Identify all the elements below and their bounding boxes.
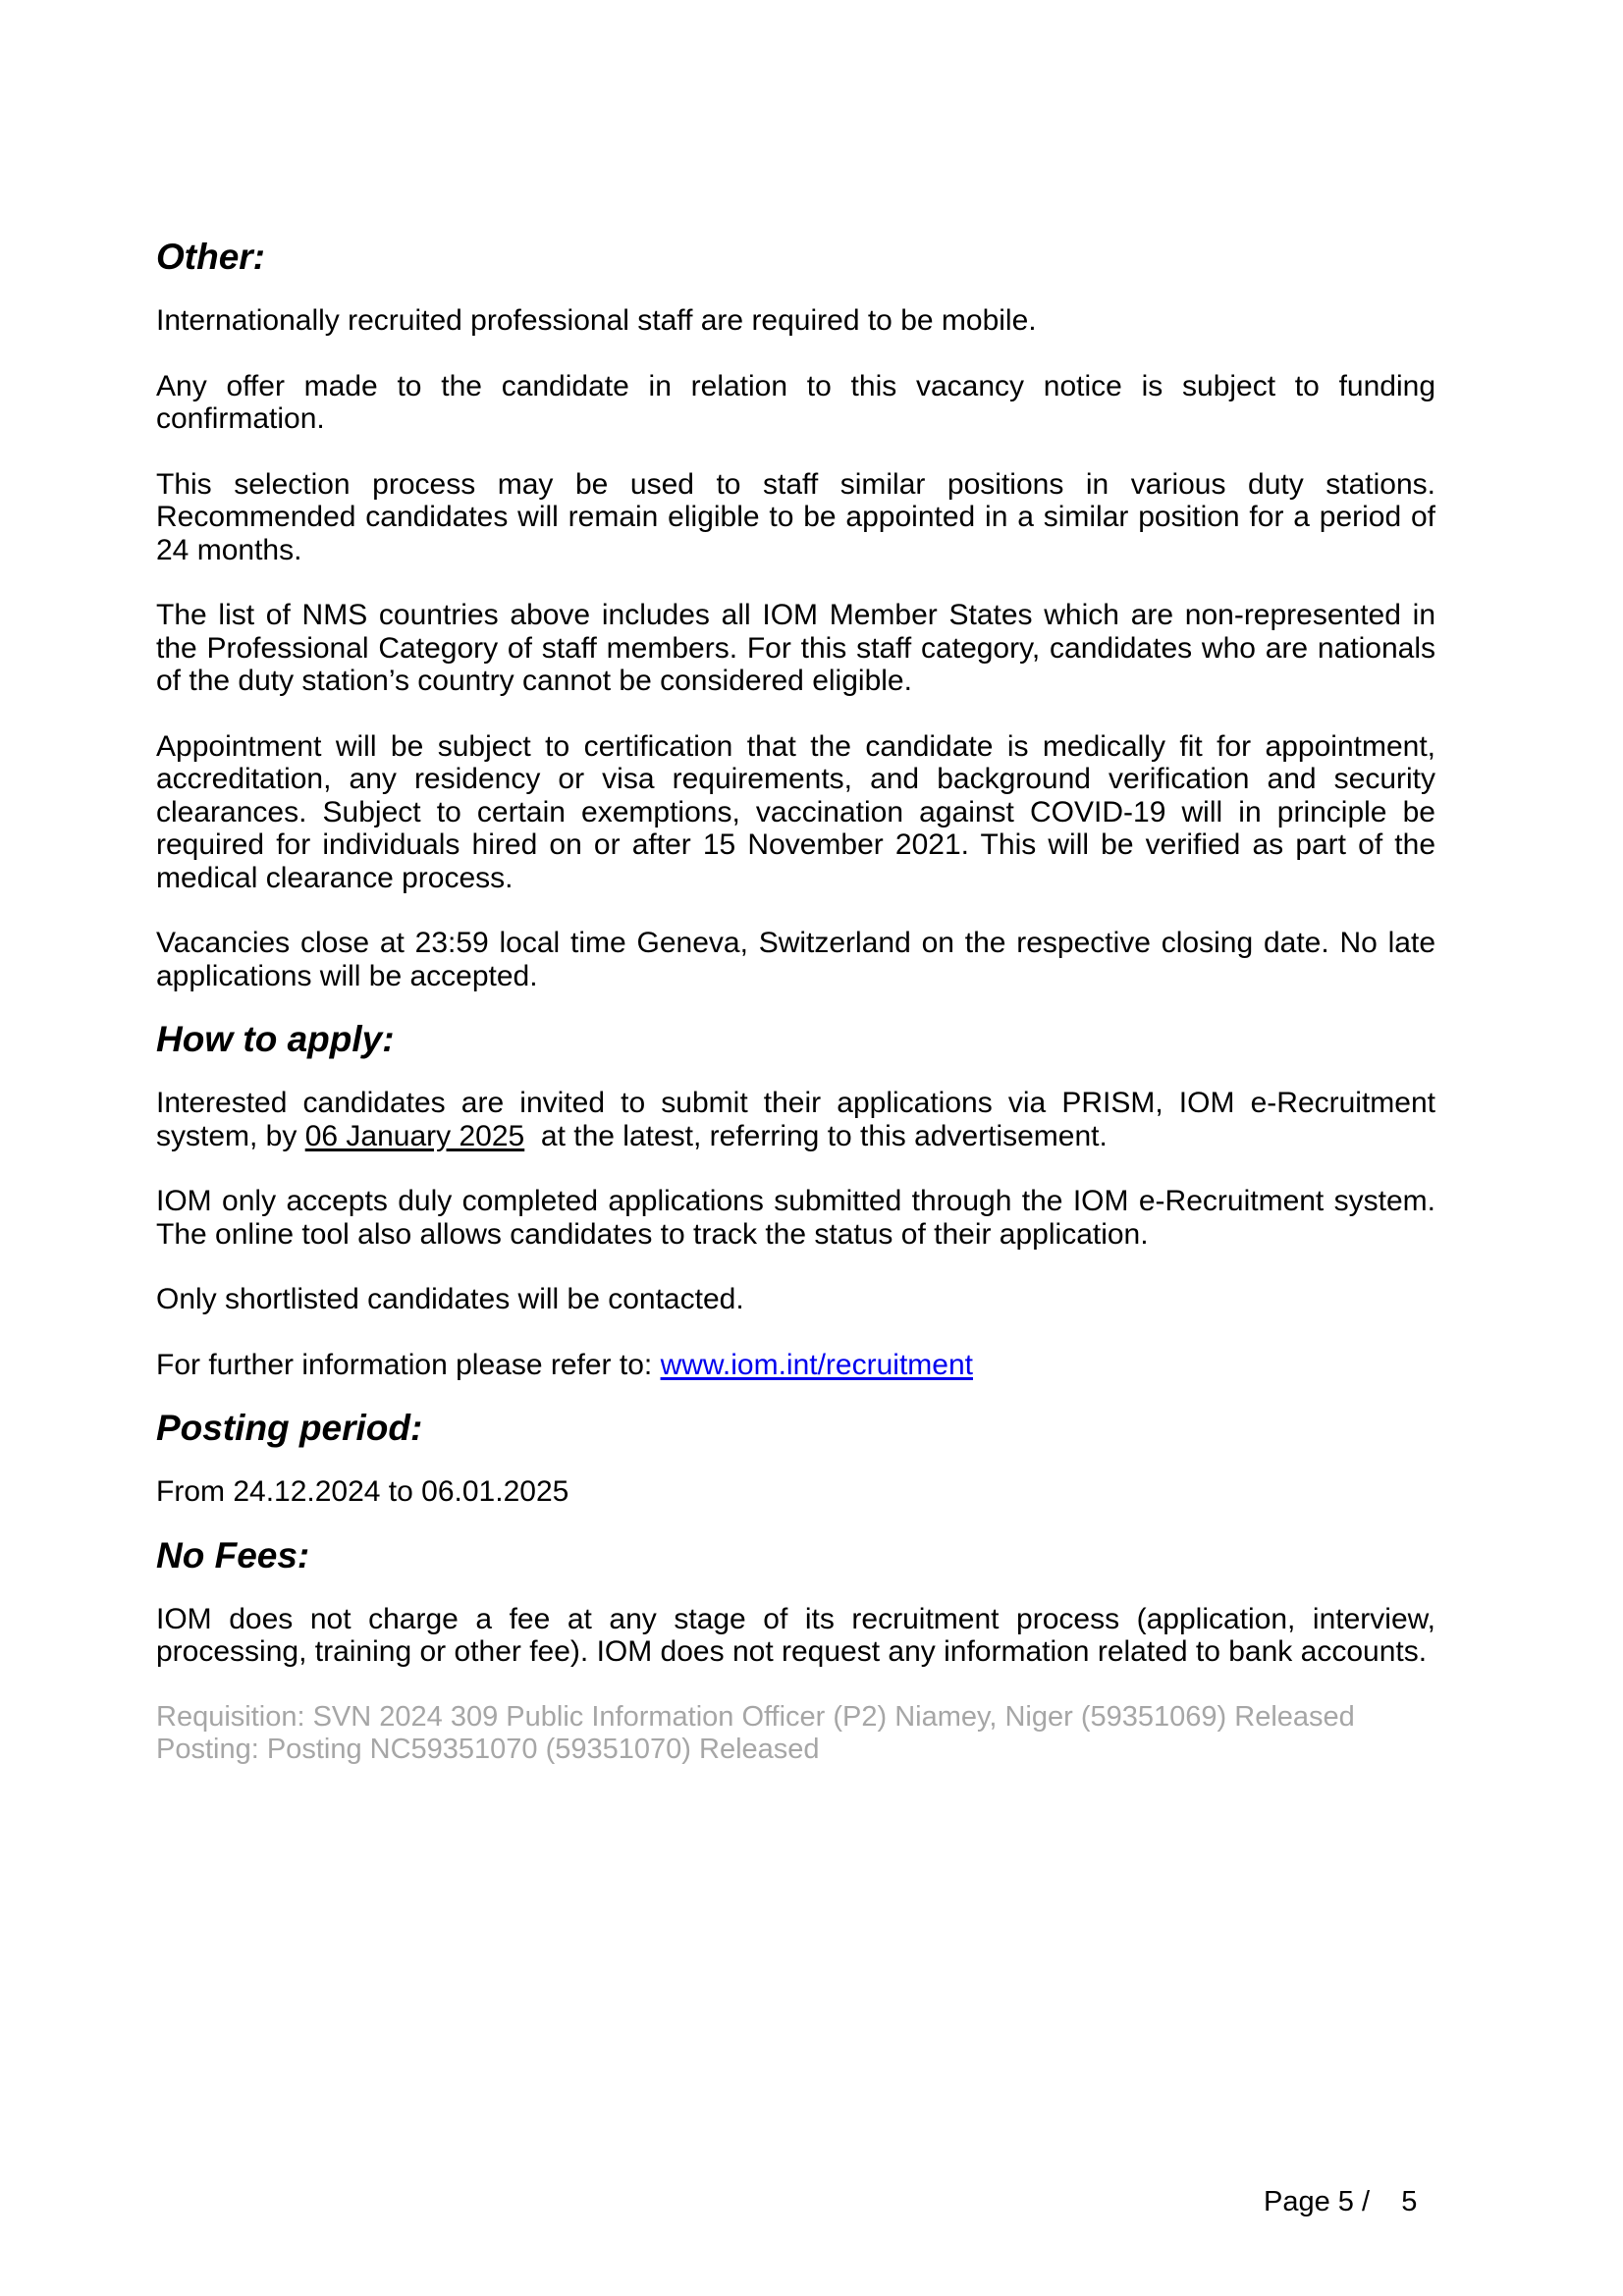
page-number: Page 5 / 5 [1264,2186,1418,2217]
other-heading: Other: [156,237,265,277]
how-to-apply-shortlist-note: Only shortlisted candidates will be contacted. [156,1283,744,1315]
requisition-line: Requisition: SVN 2024 309 Public Information Officer (P2) Niamey, Niger (59351069) Released [156,1700,1355,1733]
posting-period-section [156,1407,1435,1509]
document-page [156,236,1435,1767]
posting-period-text: From 24.12.2024 to 06.01.2025 [156,1475,569,1508]
no-fees-heading: No Fees: [156,1534,310,1575]
how-to-apply-info [156,1349,1435,1382]
other-paragraph-funding: Any offer made to the candidate in relation to this vacancy notice is subject to funding confirmation. [156,369,1435,435]
how-to-apply-intro [156,1087,1435,1152]
recruitment-link[interactable]: www.iom.int/recruitment [660,1348,973,1381]
how-to-apply-info-text: For further information please refer to: [156,1348,661,1381]
other-paragraph-closing: Vacancies close at 23:59 local time Geneva, Switzerland on the respective closing date. No late applications will be accepted. [156,927,1435,992]
other-paragraph-mobility: Internationally recruited professional staff are required to be mobile. [156,304,1037,337]
other-section [156,236,1435,992]
other-paragraph-selection: This selection process may be used to staff similar positions in various duty stations. Recommended candidates will remain eligible to be appointed in a similar position for a period of 24 months. [156,467,1435,566]
how-to-apply-intro-text: Interested candidates are invited to submit their applications via PRISM, IOM e-Recruitment system, by [156,1087,1435,1152]
posting-line: Posting: Posting NC59351070 (59351070) Released [156,1734,820,1765]
how-to-apply-intro-tail: at the latest, referring to this advertisement. [524,1119,1108,1152]
other-paragraph-nms: The list of NMS countries above includes all IOM Member States which are non-represented in the Professional Category of staff members. For this staff category, candidates who are nationals of the duty station’s country cannot be considered eligible. [156,599,1435,697]
no-fees-text: IOM does not charge a fee at any stage of its recruitment process (application, interview, processing, training or other fee). IOM does not request any information related to bank accounts. [156,1602,1435,1668]
how-to-apply-section [156,1018,1435,1381]
no-fees-section [156,1534,1435,1669]
how-to-apply-heading: How to apply: [156,1019,395,1059]
requisition-meta [156,1701,1435,1767]
how-to-apply-prism-note: IOM only accepts duly completed applications submitted through the IOM e-Recruitment system. The online tool also allows candidates to track the status of their application. [156,1185,1435,1251]
closing-date: 06 January 2025 [304,1119,525,1152]
other-paragraph-appointment: Appointment will be subject to certification that the candidate is medically fit for appointment, accreditation, any residency or visa requirements, and background verification and security clearances. Subject to certain exemptions, vaccination against COVID-19 will in principle be required for individuals hired on or after 15 November 2021. This will be verified as part of the medical clearance process. [156,729,1435,894]
posting-period-heading: Posting period: [156,1408,423,1448]
